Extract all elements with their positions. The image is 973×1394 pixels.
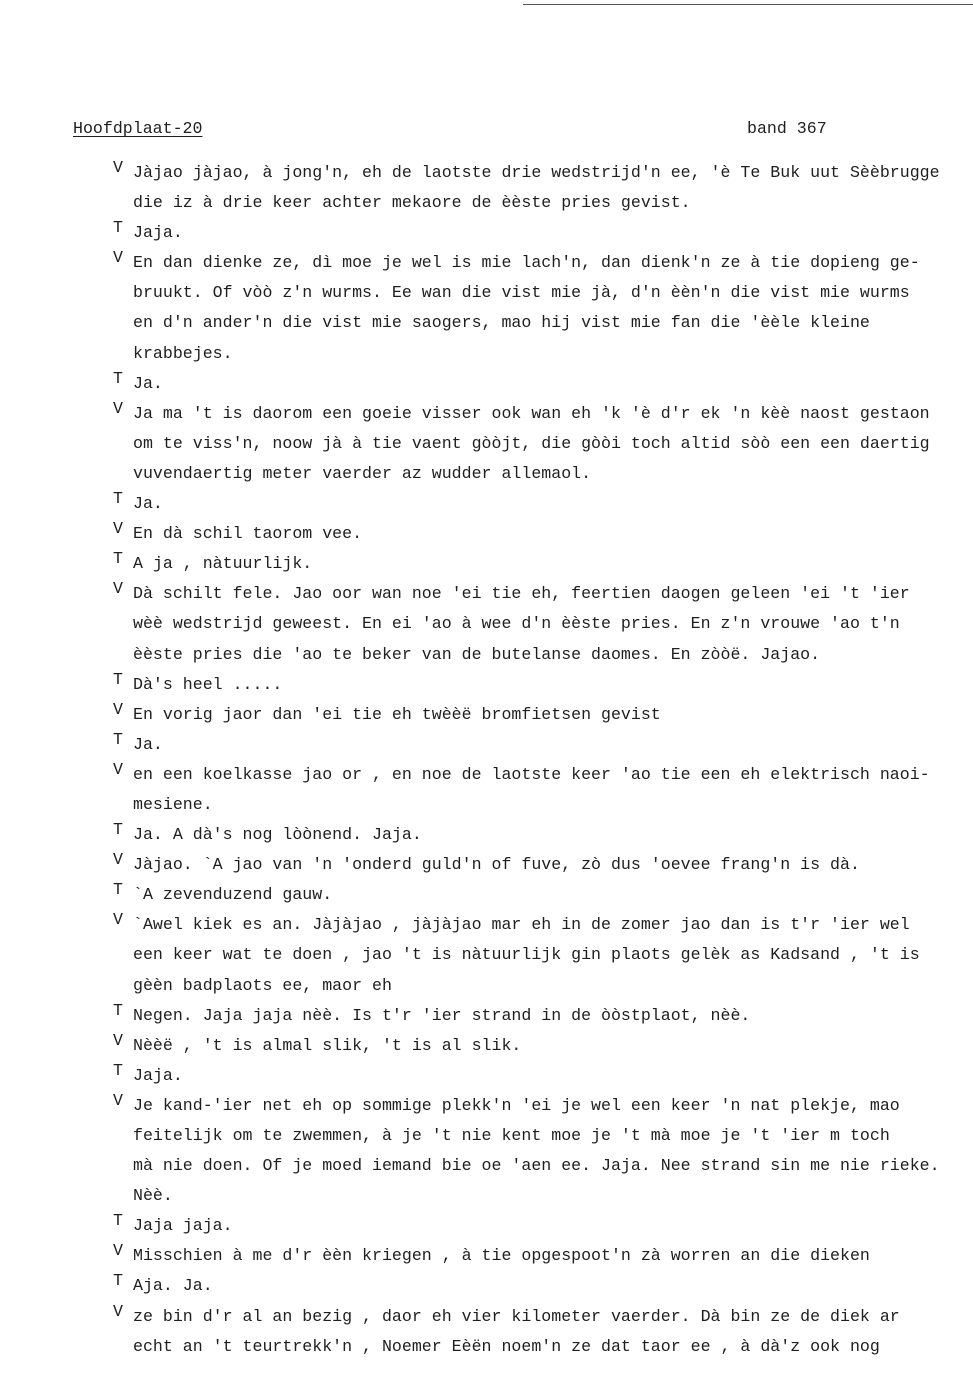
utterance-line: mà nie doen. Of je moed iemand bie oe 'aen ee. Jaja. Nee strand sin me nie rieke.	[133, 1156, 940, 1176]
speaker-label: T	[113, 669, 123, 689]
utterance-line: wèè wedstrijd geweest. En ei 'ao à wee d'n èèste pries. En z'n vrouwe 'ao t'n	[133, 614, 900, 634]
speaker-label: T	[113, 1211, 123, 1231]
utterance-line: Dà's heel .....	[133, 674, 283, 694]
transcript-turn	[113, 248, 953, 368]
band-number: band 367	[747, 119, 827, 138]
speaker-label: T	[113, 218, 123, 238]
speaker-label: T	[113, 1271, 123, 1291]
speaker-label: V	[113, 398, 123, 418]
utterance-line: mesiene.	[133, 794, 213, 814]
utterance-line: gèèn badplaots ee, maor eh	[133, 975, 392, 995]
transcript-turn	[113, 880, 953, 910]
speaker-label: V	[113, 248, 123, 268]
transcript-turn	[113, 519, 953, 549]
transcript-turn	[113, 1061, 953, 1091]
utterance-line: een keer wat te doen , jao 't is nàtuurlijk gin plaots gelèk as Kadsand , 't is	[133, 945, 920, 965]
speaker-label: V	[113, 1030, 123, 1050]
transcript-turn	[113, 369, 953, 399]
utterance-line: Jàjao jàjao, à jong'n, eh de laotste drie wedstrijd'n ee, 'è Te Buk uut Sèèbrugge	[133, 163, 940, 182]
transcript-turn	[113, 700, 953, 730]
utterance-line: Jaja.	[133, 1065, 183, 1085]
speaker-label: T	[113, 1000, 123, 1020]
speaker-label: T	[113, 729, 123, 749]
utterance-line: Dà schilt fele. Jao oor wan noe 'ei tie eh, feertien daogen geleen 'ei 't 'ier	[133, 584, 910, 604]
utterance-line: en d'n ander'n die vist mie saogers, mao hij vist mie fan die 'èèle kleine	[133, 313, 870, 333]
utterance-line: èèste pries die 'ao te beker van de butelanse daomes. En zòòë. Jajao.	[133, 644, 821, 664]
speaker-label: V	[113, 850, 123, 870]
transcript-turn	[113, 489, 953, 519]
utterance-line: en een koelkasse jao or , en noe de laotste keer 'ao tie een eh elektrisch naoi-	[133, 764, 930, 784]
speaker-label: V	[113, 579, 123, 599]
speaker-label: T	[113, 489, 123, 509]
speaker-label: V	[113, 910, 123, 930]
utterance-line: Ja ma 't is daorom een goeie visser ook wan eh 'k 'è d'r ek 'n kèè naost gestaon	[133, 403, 930, 423]
transcript-turn	[113, 1211, 953, 1241]
utterance-line: `A zevenduzend gauw.	[133, 885, 333, 905]
transcript-turn	[113, 670, 953, 700]
transcript-turn	[113, 820, 953, 850]
speaker-label: V	[113, 759, 123, 779]
transcript-turn	[113, 910, 953, 1000]
speaker-label: T	[113, 880, 123, 900]
speaker-label: V	[113, 1241, 123, 1261]
speaker-label: T	[113, 368, 123, 388]
utterance-line: `Awel kiek es an. Jàjàjao , jàjàjao mar eh in de zomer jao dan is t'r 'ier wel	[133, 915, 910, 935]
utterance-line: En vorig jaor dan 'ei tie eh twèèë bromfietsen gevist	[133, 704, 661, 724]
utterance-line: vuvendaertig meter vaerder az wudder allemaol.	[133, 463, 592, 483]
utterance-line: echt an 't teurtrekk'n , Noemer Eèën noem'n ze dat taor ee , à dà'z ook nog	[133, 1336, 880, 1356]
top-rule	[523, 4, 973, 5]
utterance-line: Jaja.	[133, 223, 183, 243]
utterance-line: Jaja jaja.	[133, 1216, 233, 1236]
utterance-line: Aja. Ja.	[133, 1276, 213, 1296]
utterance-line: Je kand-'ier net eh op sommige plekk'n 'ei je wel een keer 'n nat plekje, mao	[133, 1095, 900, 1115]
utterance-line: Ja. A dà's nog lòònend. Jaja.	[133, 825, 422, 845]
transcript-turn	[113, 1001, 953, 1031]
speaker-label: V	[113, 158, 123, 177]
page-header	[0, 119, 973, 143]
utterance-line: Nèèë , 't is almal slik, 't is al slik.	[133, 1035, 522, 1055]
transcript	[113, 158, 953, 1362]
speaker-label: V	[113, 1301, 123, 1321]
utterance-line: A ja , nàtuurlijk.	[133, 554, 313, 574]
utterance-line: om te viss'n, noow jà à tie vaent gòòjt, die gòòi toch altid sòò een een daertig	[133, 433, 930, 453]
utterance-line: Ja.	[133, 373, 163, 393]
transcript-turn	[113, 158, 953, 218]
utterance-line: Ja.	[133, 494, 163, 514]
transcript-turn	[113, 1241, 953, 1271]
speaker-label: T	[113, 820, 123, 840]
speaker-label: V	[113, 1090, 123, 1110]
transcript-turn	[113, 399, 953, 489]
transcript-turn	[113, 730, 953, 760]
transcript-turn	[113, 1091, 953, 1211]
speaker-label: V	[113, 699, 123, 719]
transcript-turn	[113, 579, 953, 669]
transcript-turn	[113, 549, 953, 579]
utterance-line: die iz à drie keer achter mekaore de èèste pries gevist.	[133, 193, 691, 213]
utterance-line: ze bin d'r al an bezig , daor eh vier kilometer vaerder. Dà bin ze de diek ar	[133, 1306, 900, 1326]
transcript-turn	[113, 1271, 953, 1301]
utterance-line: Misschien à me d'r èèn kriegen , à tie opgespoot'n zà worren an die dieken	[133, 1246, 870, 1266]
utterance-line: Negen. Jaja jaja nèè. Is t'r 'ier strand in de òòstplaot, nèè.	[133, 1005, 751, 1025]
utterance-line: Jàjao. `A jao van 'n 'onderd guld'n of fuve, zò dus 'oevee frang'n is dà.	[133, 855, 860, 875]
transcript-turn	[113, 850, 953, 880]
speaker-label: V	[113, 519, 123, 539]
utterance-line: En dan dienke ze, dì moe je wel is mie lach'n, dan dienk'n ze à tie dopieng ge-	[133, 253, 920, 273]
transcript-turn	[113, 1031, 953, 1061]
utterance-line: bruukt. Of vòò z'n wurms. Ee wan die vist mie jà, d'n èèn'n die vist mie wurms	[133, 283, 910, 303]
utterance-line: feitelijk om te zwemmen, à je 't nie kent moe je 't mà moe je 't 'ier m toch	[133, 1126, 890, 1145]
transcript-turn	[113, 1302, 953, 1362]
utterance-line: Nèè.	[133, 1186, 173, 1206]
utterance-line: En dà schil taorom vee.	[133, 524, 363, 544]
transcript-turn	[113, 760, 953, 820]
speaker-label: T	[113, 1060, 123, 1080]
speaker-label: T	[113, 549, 123, 569]
utterance-line: krabbejes.	[133, 343, 233, 363]
utterance-line: Ja.	[133, 734, 163, 754]
transcript-turn	[113, 218, 953, 248]
page-title: Hoofdplaat-20	[73, 119, 203, 138]
